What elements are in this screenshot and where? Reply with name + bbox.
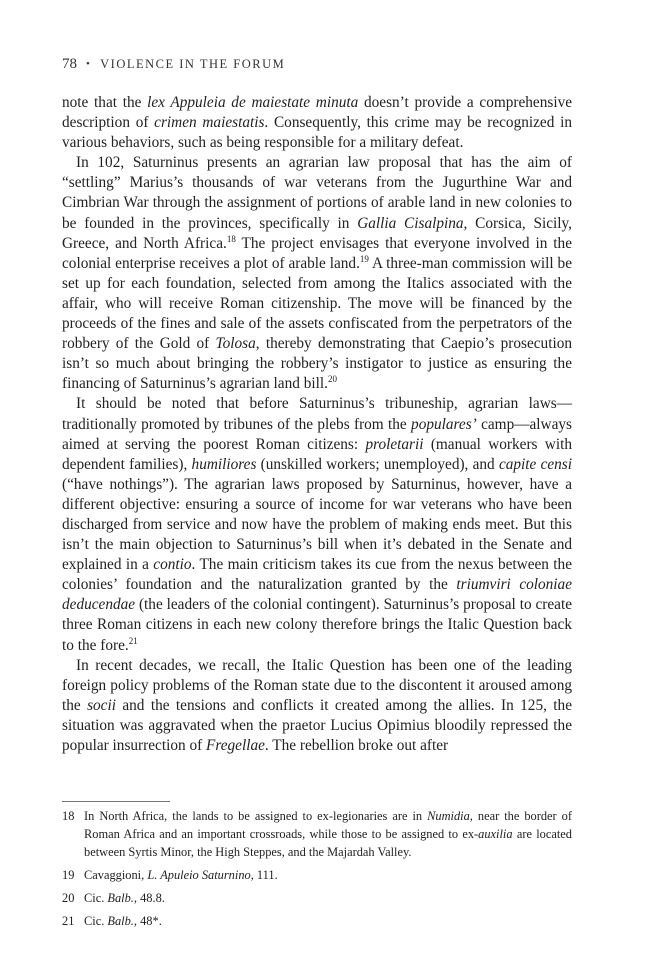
text-run: In North Africa, the lands to be assigned to ex-legionaries are in xyxy=(84,809,428,823)
text-run: . The main criticism takes its cue from the nexus between the colonies’ foundation and the naturalization granted by the xyxy=(62,556,572,594)
text-run: , Corsica, Sicily, Greece, and North Africa. xyxy=(62,214,572,252)
text-run: A three-man commission will be set up for each foundation, selected from among the Italics associated with the affair, who will receive Roman citizenship. The move will be financed by the proceeds of the fines and sale of the assets confiscated from the perpetrators of the robbery of the Gold of xyxy=(62,254,572,353)
header-separator: • xyxy=(86,58,92,70)
italic-term: humiliores xyxy=(191,455,257,473)
footnote-divider xyxy=(62,801,170,802)
text-run: The project envisages that everyone involved in the colonial enterprise receives a plot of arable land. xyxy=(62,234,572,272)
footnotes xyxy=(62,807,572,935)
italic-term: socii xyxy=(87,696,116,714)
italic-term: crimen maiestatis xyxy=(154,114,265,132)
footnote-20 xyxy=(62,889,572,907)
paragraph-1 xyxy=(62,93,572,153)
footnote-ref-21[interactable]: 21 xyxy=(128,635,138,646)
text-run: In 102, Saturninus presents an agrarian law proposal that has the aim of “settling” Marius’s thousands of war veterans from the Jugurthine War and Cimbrian War through the assignment of portions of arable land in new colonies to be founded in the provinces, specifically in xyxy=(62,154,572,232)
footnote-number: 19 xyxy=(62,868,75,882)
running-header xyxy=(62,56,285,73)
paragraph-2 xyxy=(62,153,572,394)
text-run: , 48.8. xyxy=(133,891,165,905)
main-text xyxy=(62,93,572,756)
text-run: , 111. xyxy=(250,868,278,882)
italic-term: capite censi xyxy=(498,455,572,473)
page-number: 78 xyxy=(62,56,77,72)
italic-term: contio xyxy=(153,556,192,574)
text-run: , 48*. xyxy=(133,914,162,928)
text-run: Cavaggioni, xyxy=(84,868,148,882)
text-run: (the leaders of the colonial contingent). Saturninus’s proposal to create three Roman citizens in each new colony therefore brings the Italic Question back to the fore. xyxy=(62,596,572,654)
footnote-18 xyxy=(62,807,572,861)
text-run: Cic. xyxy=(84,891,108,905)
italic-term: auxilia xyxy=(478,827,513,841)
italic-term: proletarii xyxy=(365,435,424,453)
italic-term: Balb. xyxy=(107,891,134,905)
text-run: In recent decades, we recall, the Italic Question has been one of the leading foreign policy problems of the Roman state due to the discontent it aroused among the xyxy=(62,656,572,714)
text-run: (unskilled workers; unemployed), and xyxy=(256,455,499,473)
footnote-number: 18 xyxy=(62,809,75,823)
text-run: , near the border of Roman Africa and an important crossroads, while those to be assigned to ex- xyxy=(84,809,572,841)
italic-term: triumviri coloniae deducendae xyxy=(62,576,572,614)
italic-term: populares’ xyxy=(411,415,477,433)
paragraph-4 xyxy=(62,656,572,756)
italic-term: L. Apuleio Saturnino xyxy=(147,868,251,882)
text-run: and the tensions and conflicts it created among the allies. In 125, the situation was aggravated when the praetor Lucius Opimius bloodily repressed the popular insurrection of xyxy=(62,696,572,754)
italic-term: Balb. xyxy=(107,914,134,928)
text-run: Cic. xyxy=(84,914,108,928)
text-run: camp—always aimed at serving the poorest Roman citizens: xyxy=(62,415,572,453)
paragraph-3 xyxy=(62,394,572,655)
running-title: VIOLENCE IN THE FORUM xyxy=(100,57,286,71)
text-run: It should be noted that before Saturninus’s tribuneship, agrarian laws—traditionally promoted by tribunes of the plebs from the xyxy=(62,395,572,433)
footnote-ref-18[interactable]: 18 xyxy=(226,233,236,244)
footnote-number: 21 xyxy=(62,914,75,928)
italic-term: Fregellae xyxy=(206,737,265,754)
text-run: doesn’t provide a comprehensive description of xyxy=(62,94,573,132)
text-run: (manual workers with dependent families), xyxy=(62,435,573,473)
text-run: , thereby demonstrating that Caepio’s prosecution isn’t so much about bringing the robbery’s instigator to justice as ensuring the financing of Saturninus’s agrarian land bill. xyxy=(62,335,572,393)
footnote-number: 20 xyxy=(62,891,75,905)
text-run: note that the xyxy=(62,94,148,111)
text-run: are located between Syrtis Minor, the High Steppes, and the Majardah Valley. xyxy=(84,827,572,859)
italic-term: Tolosa xyxy=(215,335,256,353)
text-run: . Consequently, this crime may be recognized in various behaviors, such as being responsible for a military defeat. xyxy=(62,114,572,152)
text-run: . The rebellion broke out after xyxy=(264,737,449,754)
footnote-19 xyxy=(62,866,572,884)
footnote-ref-20[interactable]: 20 xyxy=(327,374,337,385)
italic-term: Numidia xyxy=(427,809,470,823)
text-run: (“have nothings”). The agrarian laws proposed by Saturninus, however, have a different objective: ensuring a source of income for war veterans who have been discharged from service and now have the problem of making ends meet. But this isn’t the main objection to Saturninus’s bill when it’s debated in the Senate and explained in a xyxy=(62,475,572,574)
footnote-21 xyxy=(62,912,572,930)
footnote-ref-19[interactable]: 19 xyxy=(359,253,369,264)
italic-term: lex Appuleia de maiestate minuta xyxy=(147,94,359,111)
italic-term: Gallia Cisalpina xyxy=(357,214,464,232)
